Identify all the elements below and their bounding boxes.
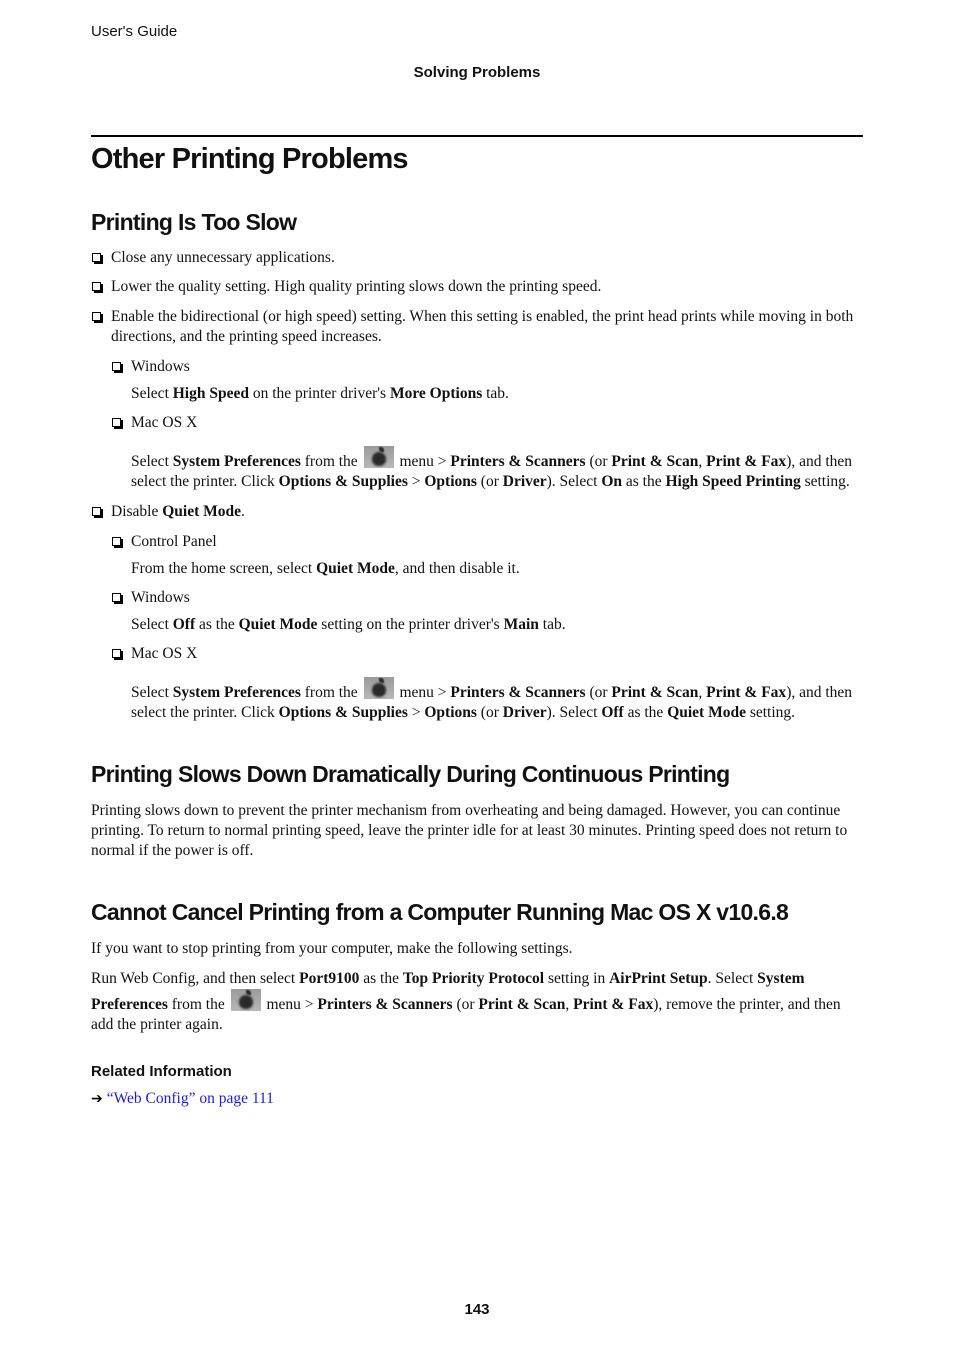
section-body: Run Web Config, and then select Port9100 as the Top Priority Protocol setting in AirPrint Setup. Select System Preferences from the menu > Printers & Scanners (or Print & Scan, Print & Fax), remove the printer, and then add the printer again. xyxy=(91,970,841,1033)
section-title-printing-too-slow: Printing Is Too Slow xyxy=(91,209,297,235)
section-title-continuous-printing: Printing Slows Down Dramatically During Continuous Printing xyxy=(91,761,730,787)
apple-menu-icon xyxy=(364,446,394,468)
checkbox-bullet-icon xyxy=(92,253,101,262)
list-item-text: Lower the quality setting. High quality printing slows down the printing speed. xyxy=(111,278,602,295)
checkbox-bullet-icon xyxy=(112,418,121,427)
checkbox-bullet-icon xyxy=(112,649,121,658)
sub-item-label: Control Panel xyxy=(131,533,217,550)
sub-item-windows xyxy=(111,357,863,404)
section-body: Printing slows down to prevent the printer mechanism from overheating and being damaged. However, you can continue printing. To return to normal printing speed, leave the printer idle for at least 30 minutes. Printing speed does not return to normal if the power is off. xyxy=(91,802,848,859)
instruction-text: Select System Preferences from the menu > Printers & Scanners (or Print & Scan, Print & Fax), and then select the printer. Click Options & Supplies > Options (or Driver). Select On as the High Speed Printing setting. xyxy=(131,446,863,492)
section-title-cannot-cancel: Cannot Cancel Printing from a Computer Running Mac OS X v10.6.8 xyxy=(91,899,789,925)
list-item xyxy=(91,307,863,492)
apple-menu-icon xyxy=(364,677,394,699)
sub-item-mac xyxy=(111,644,863,723)
checkbox-bullet-icon xyxy=(112,593,121,602)
page-content xyxy=(91,140,863,1108)
sub-item-label: Mac OS X xyxy=(131,645,198,662)
running-title: User's Guide xyxy=(91,23,178,40)
instruction-text: Select System Preferences from the menu > Printers & Scanners (or Print & Scan, Print & Fax), and then select the printer. Click Options & Supplies > Options (or Driver). Select Off as the Quiet Mode setting. xyxy=(131,677,863,723)
section-header: Solving Problems xyxy=(413,64,541,81)
section-body: If you want to stop printing from your computer, make the following settings. xyxy=(91,940,573,957)
instruction-text: From the home screen, select Quiet Mode, and then disable it. xyxy=(131,560,520,577)
apple-menu-icon xyxy=(231,989,261,1011)
web-config-link[interactable]: “Web Config” on page 111 xyxy=(106,1090,274,1107)
instruction-text: Select Off as the Quiet Mode setting on the printer driver's Main tab. xyxy=(131,616,566,633)
checkbox-bullet-icon xyxy=(92,507,101,516)
list-item xyxy=(91,248,863,268)
checkbox-bullet-icon xyxy=(112,537,121,546)
list-item xyxy=(91,277,863,297)
sub-item-label: Mac OS X xyxy=(131,414,198,431)
related-link-row xyxy=(91,1090,863,1108)
sub-item-control-panel xyxy=(111,532,863,579)
page-number: 143 xyxy=(464,1301,490,1318)
sub-item-label: Windows xyxy=(131,358,190,375)
sub-item-label: Windows xyxy=(131,589,190,606)
related-information-heading: Related Information xyxy=(91,1063,232,1080)
checkbox-bullet-icon xyxy=(112,362,121,371)
list-item xyxy=(91,502,863,723)
title-rule xyxy=(91,135,863,137)
checkbox-bullet-icon xyxy=(92,312,101,321)
list-item-text: Close any unnecessary applications. xyxy=(111,249,335,266)
sub-item-windows xyxy=(111,588,863,635)
right-arrow-icon: ➔ xyxy=(91,1092,103,1107)
list-item-text: Enable the bidirectional (or high speed) setting. When this setting is enabled, the print head prints while moving in both directions, and the printing speed increases. xyxy=(111,308,854,345)
sub-item-mac xyxy=(111,413,863,492)
page-title: Other Printing Problems xyxy=(91,143,408,175)
list-item-text: Disable Quiet Mode. xyxy=(111,503,245,520)
checkbox-bullet-icon xyxy=(92,282,101,291)
instruction-text: Select High Speed on the printer driver's More Options tab. xyxy=(131,385,509,402)
